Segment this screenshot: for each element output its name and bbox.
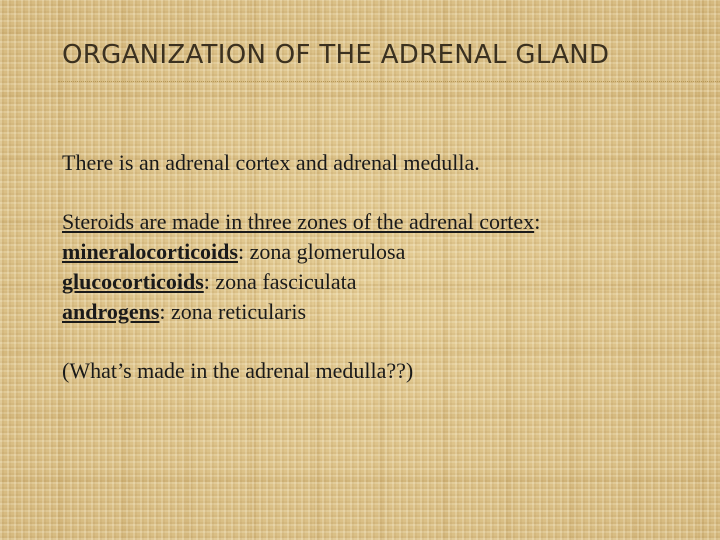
zone-term: glucocorticoids [62,269,204,294]
question-text: (What’s made in the adrenal medulla??) [62,358,414,383]
spacer [62,178,702,207]
zone-separator: : [159,299,172,324]
zone-line-glucocorticoids [62,267,702,297]
zone-name: zona fasciculata [215,269,357,294]
zone-term: androgens [62,299,160,324]
slide-body [62,148,702,386]
slide-title: ORGANIZATION OF THE ADRENAL GLAND [62,40,610,70]
zone-separator: : [203,269,216,294]
zone-line-androgens [62,297,702,327]
title-divider [58,81,720,82]
spacer [62,327,702,356]
intro-text: There is an adrenal cortex and adrenal medulla. [62,150,480,175]
zone-separator: : [237,239,250,264]
steroids-line [62,207,702,237]
steroids-colon: : [534,209,541,234]
zone-term: mineralocorticoids [62,239,238,264]
zone-name: zona glomerulosa [249,239,406,264]
zone-name: zona reticularis [171,299,307,324]
steroids-heading: Steroids are made in three zones of the adrenal cortex [62,209,535,234]
zone-line-mineralocorticoids [62,237,702,267]
